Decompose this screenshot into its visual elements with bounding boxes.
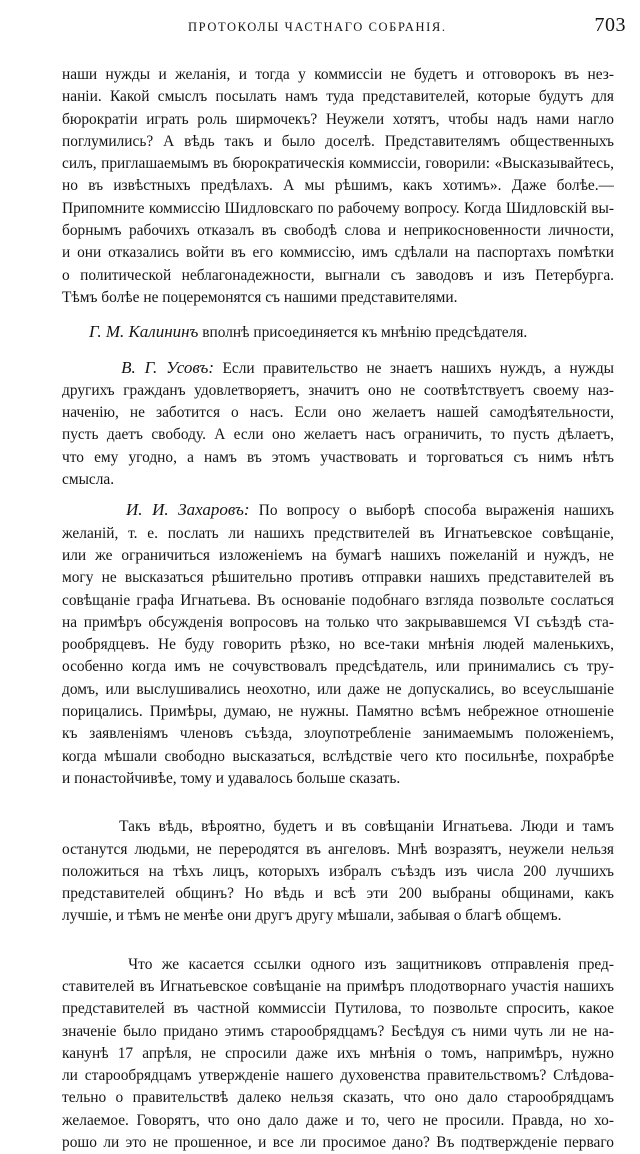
text-line: положиться на тѣхъ лицъ, которыхъ избралъ съѣздъ изъ числа 200 лучшихъ: [62, 862, 614, 880]
text-line: Тѣмъ болѣе не поцеремонятся съ нашими представителями.: [62, 288, 458, 306]
text-line: значеніе было придано этимъ старообрядцамъ? Бесѣдуя съ ними чуть ли не на-: [62, 1022, 614, 1040]
text-line: лучшіе, и тѣмъ не менѣе они другъ другу мѣшали, забывая о благѣ общемъ.: [62, 907, 562, 925]
text-line: на примѣръ обсужденія вопросовъ на только что закрывавшемся VI съѣздѣ ста-: [62, 613, 614, 631]
text-line: наченію, не заботится о насъ. Если оно желаетъ нашей самодѣятельности,: [62, 404, 614, 422]
running-title: ПРОТОКОЛЫ ЧАСТНАГО СОБРАНІЯ.: [188, 20, 447, 34]
text-line: пусть даетъ свободу. А если оно желаетъ насъ ограничить, то пусть дѣлаетъ,: [62, 426, 614, 444]
text-line: желаемое. Говорятъ, что оно дало даже и то, чего не просили. Правда, но хо-: [62, 1111, 614, 1129]
speaker-name: Г. М. Калининъ: [88, 322, 199, 342]
text-line: къ заявленіямъ членовъ съѣзда, злоупотребленіе занимаемымъ положеніемъ,: [62, 725, 614, 743]
paragraph-putilov: [62, 954, 614, 1154]
paragraph-kalinin: [62, 321, 614, 344]
text-line: ставителей въ Игнатьевское совѣщаніе на примѣръ плодотворнаго участія нашихъ: [62, 977, 614, 995]
text-line: канунѣ 17 апрѣля, не спросили даже ихъ мнѣнія о томъ, напримѣръ, нужно: [62, 1044, 614, 1062]
paragraph-angels: [62, 816, 614, 927]
text-line: другихъ гражданъ удовлетворяетъ, значитъ оно не соотвѣтствуетъ своему наз-: [62, 381, 614, 399]
text-line: Припомните коммиссію Шидловскаго по рабочему вопросу. Когда Шидловскій вы-: [62, 199, 614, 217]
text-line: тельно о правительствѣ далеко нельзя сказать, что оно дало старообрядцамъ: [62, 1089, 614, 1107]
text-line: останутся людьми, не переродятся въ ангеловъ. Мнѣ возразятъ, неужели нельзя: [62, 840, 614, 858]
text-line: представителей общинъ? Но вѣдь и всѣ эти 200 выбраны общинами, какъ: [62, 885, 614, 903]
text-line: [62, 954, 614, 976]
speaker-text: Если правительство не знаетъ нашихъ нуждъ, а нужды: [222, 359, 614, 377]
text-line: что ему угодно, а намъ въ этомъ участвовать и торговаться съ нимъ нѣтъ: [62, 448, 614, 466]
text-line: но въ извѣстныхъ предѣлахъ. А мы рѣшимъ, какъ хотимъ». Даже болѣе.—: [62, 177, 614, 195]
body-text: [62, 64, 614, 1154]
text-line: смысла.: [62, 471, 115, 489]
text-line-content: Что же касается ссылки одного изъ защитниковъ отправленія пред-: [128, 955, 614, 973]
text-line: [62, 816, 614, 838]
text-line: поглумились? А вѣдь такъ и было доселѣ. Представителямъ общественныхъ: [62, 132, 614, 150]
text-line: представителей въ частной коммиссіи Путилова, то позвольте спросить, какое: [62, 1000, 614, 1018]
speaker-text: По вопросу о выборѣ способа выраженія нашихъ: [258, 502, 614, 520]
text-line: когда мѣшали свободно высказаться, вслѣдствіе чего кто посильнѣе, похрабрѣе: [62, 747, 614, 765]
text-line: особенно когда имъ не сочувствовалъ предсѣдатель, или принимались съ тру-: [62, 658, 614, 676]
paragraph-zakharov: [62, 499, 614, 790]
text-line: [62, 357, 614, 380]
text-line: наніи. Какой смыслъ посылать намъ туда представителей, которые будутъ для: [62, 88, 614, 106]
speaker-text: вполнѣ присоединяется къ мнѣнію предсѣдателя.: [202, 324, 528, 342]
text-line-content: Такъ вѣдь, вѣроятно, будетъ и въ совѣщаніи Игнатьева. Люди и тамъ: [119, 818, 614, 836]
text-line: силъ, приглашаемымъ въ бюрократическія коммиссіи, говорили: «Высказывайтесь,: [62, 155, 614, 173]
text-line: рообрядцевъ. Не буду говорить рѣзко, но все-таки мнѣнія людей маленькихъ,: [62, 636, 614, 654]
text-line: могу не высказаться рѣшительно противъ отправки нашихъ представителей въ: [62, 569, 614, 587]
text-line: совѣщаніе графа Игнатьева. Въ основаніе подобнаго взгляда позвольте сослаться: [62, 591, 614, 609]
page-number: 703: [594, 14, 626, 36]
text-line: или же ограничиться изложеніемъ на бумагѣ нашихъ пожеланій и нуждъ, не: [62, 546, 614, 564]
text-line: [62, 499, 614, 522]
text-line: ли старообрядцамъ утвержденіе нашего духовенства правительствомъ? Слѣдова-: [62, 1067, 614, 1085]
text-line: рошо ли это не прошенное, и все ли просимое дано? Въ подтвержденіе перваго: [62, 1134, 614, 1152]
running-header: [0, 14, 640, 38]
text-line: о политической неблагонадежности, выгнали съ заводовъ и изъ Петербурга.: [62, 266, 614, 284]
speaker-name: И. И. Захаровъ:: [126, 500, 250, 520]
text-line: и понастойчивѣе, тому и удавалось больше сказать.: [62, 769, 401, 787]
text-line: бюрократіи играть роль ширмочекъ? Неужели хотятъ, чтобы надъ нами нагло: [62, 110, 614, 128]
text-line: [62, 321, 614, 344]
text-line: порицались. Примѣры, думаю, не нужны. Памятно всѣмъ небрежное отношеніе: [62, 703, 614, 721]
text-line: наши нужды и желанія, и тогда у коммиссіи не будетъ и отговорокъ въ нез-: [62, 66, 614, 83]
text-line: и они отказались войти въ его коммиссію, имъ сдѣлали на паспортахъ помѣтки: [62, 244, 614, 262]
text-line: борнымъ рабочихъ отказалъ въ свободѣ слова и неприкосновенности личности,: [62, 222, 614, 240]
speaker-name: В. Г. Усовъ:: [121, 357, 215, 377]
text-line: домъ, или выслушивались неохотно, или даже не допускались, во всеуслышаніе: [62, 680, 614, 698]
paragraph-continuation: [62, 64, 614, 309]
text-line: желаній, т. е. послать ли нашихъ предствителей въ Игнатьевское совѣщаніе,: [62, 524, 614, 542]
paragraph-usov: [62, 357, 614, 492]
